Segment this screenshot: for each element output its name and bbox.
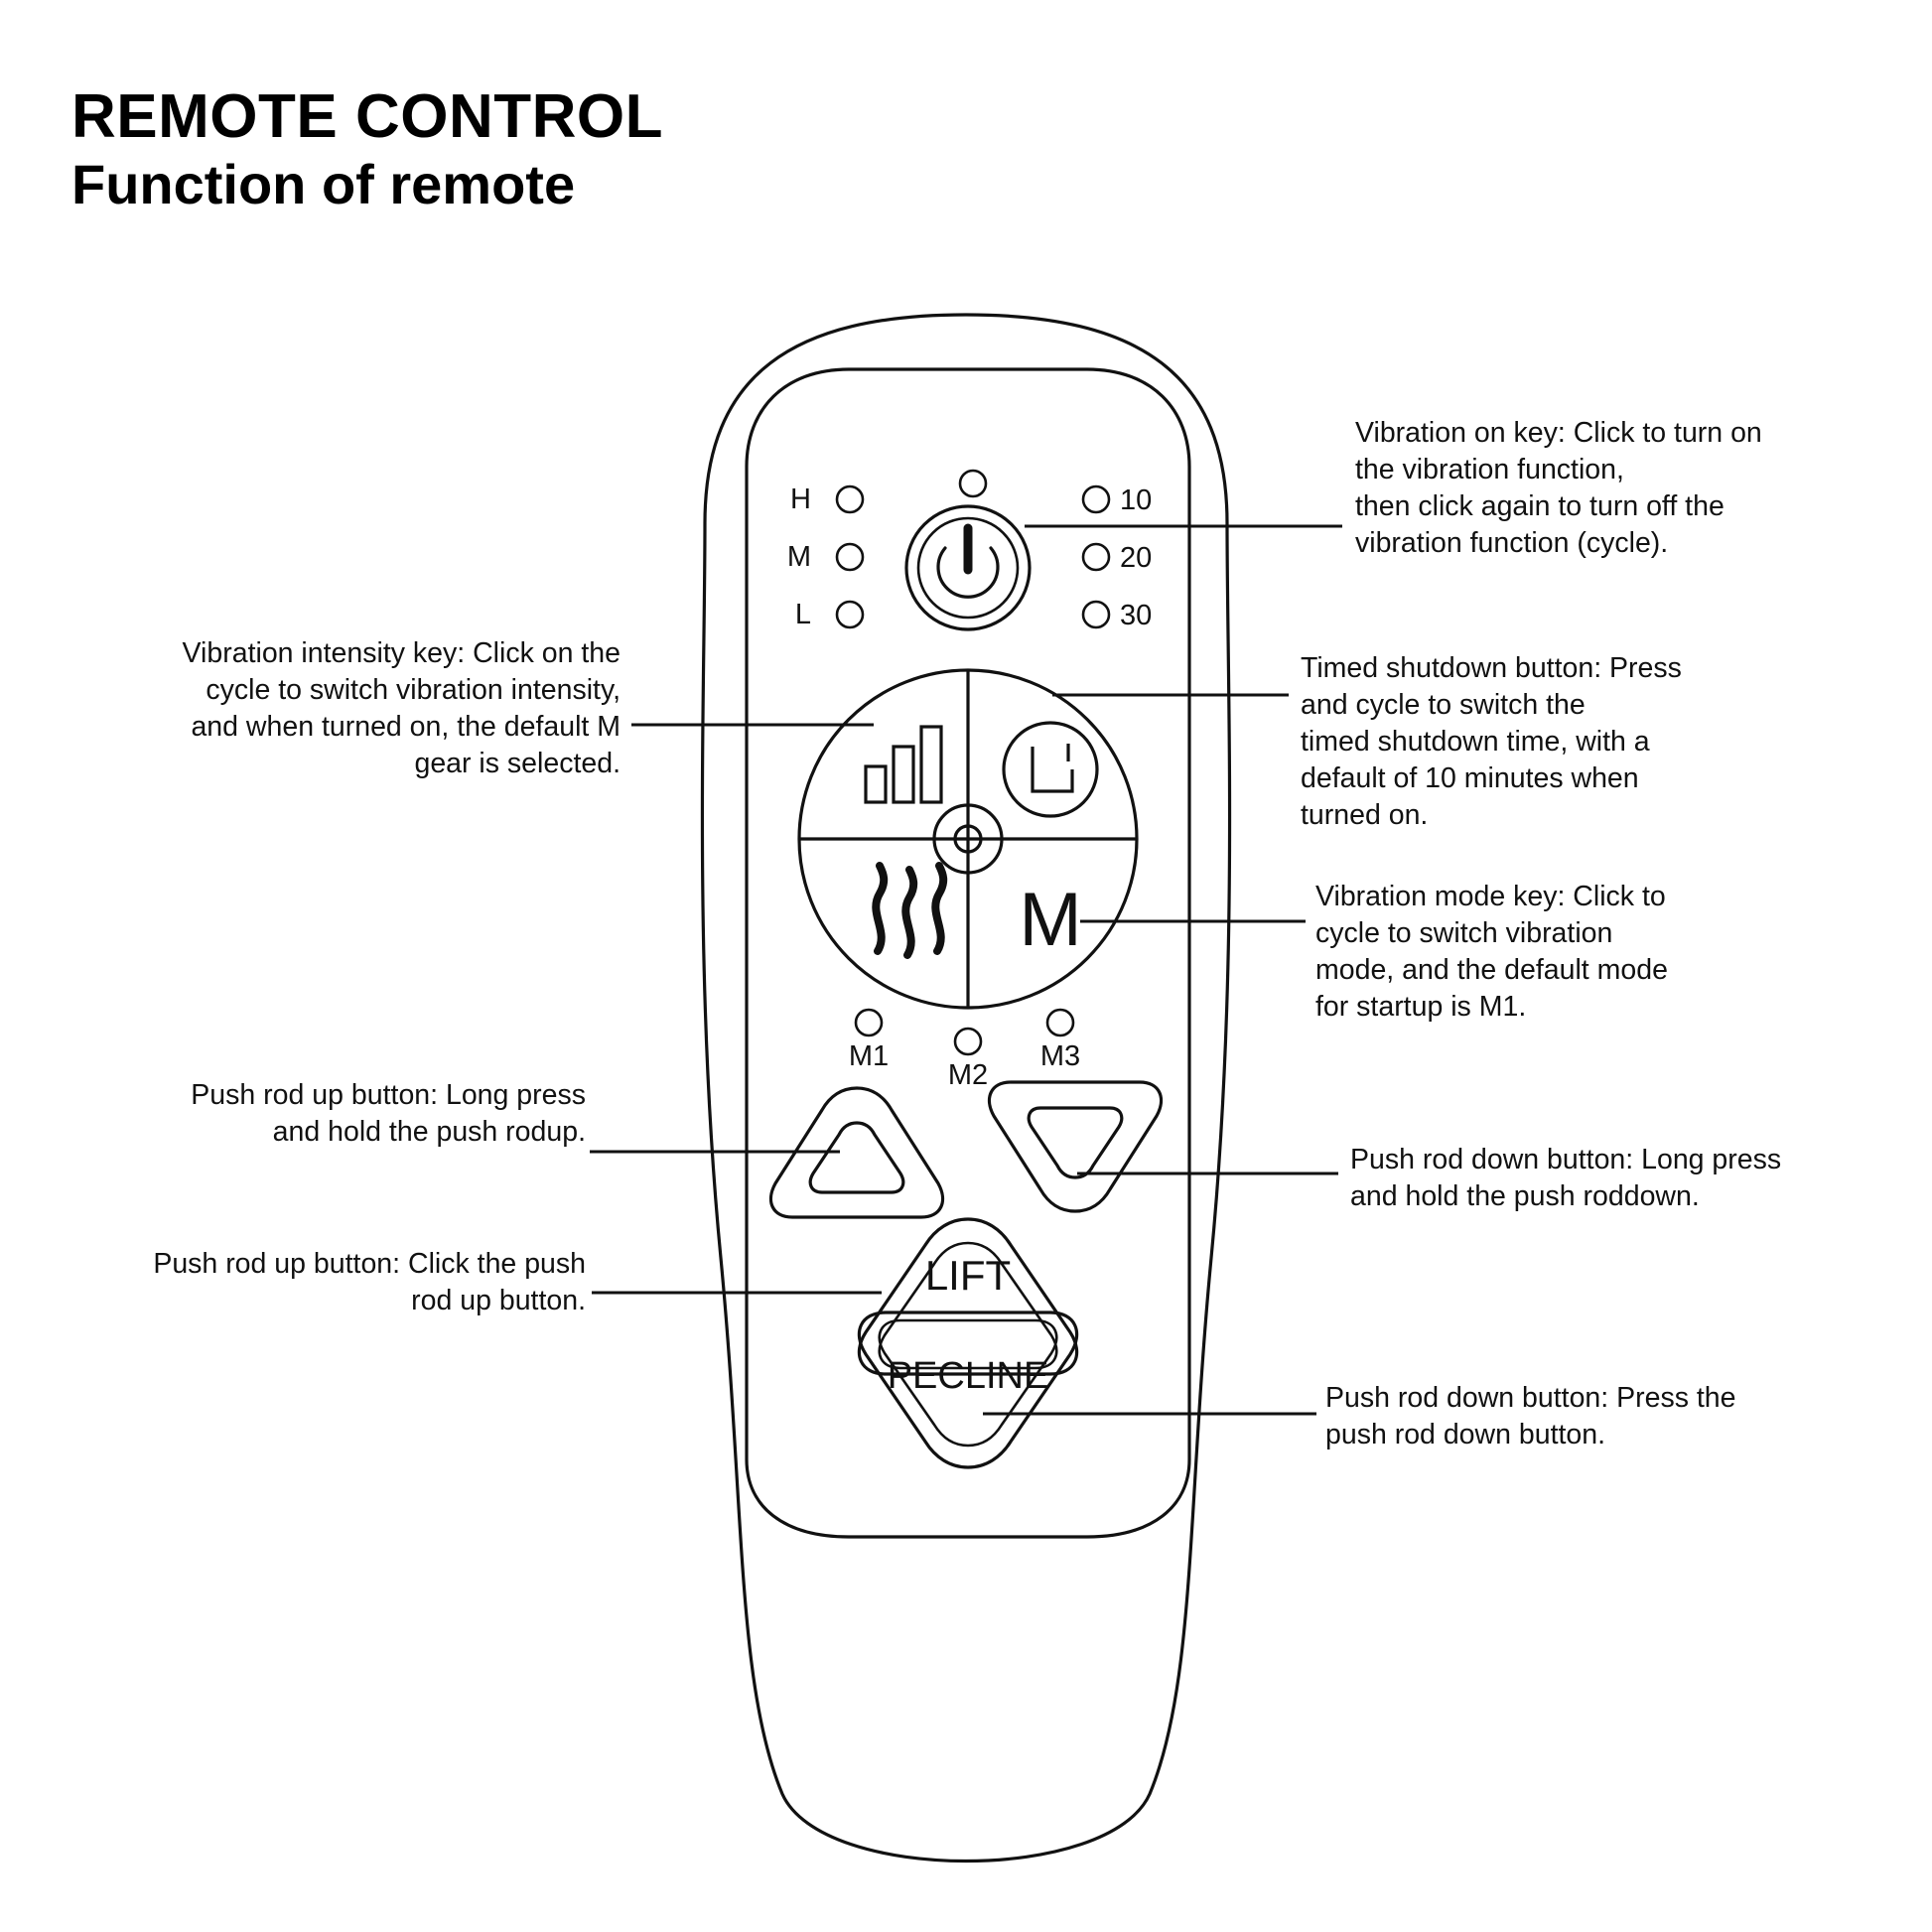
title-subtitle: Function of remote: [71, 153, 576, 216]
title-main: REMOTE CONTROL: [71, 82, 663, 151]
callout-rod-down-click-line2: push rod down button.: [1325, 1419, 1606, 1451]
lift-button[interactable]: [859, 1219, 1076, 1374]
timer-icon-circle: [1004, 723, 1097, 816]
timer-icon[interactable]: [1004, 723, 1097, 816]
callout-vibration-mode-line2: cycle to switch vibration: [1315, 917, 1613, 950]
indicator-label-M1: M1: [848, 1040, 890, 1072]
bars-icon-bar-3: [921, 727, 941, 802]
recline-button[interactable]: [859, 1312, 1076, 1467]
callout-rod-down-long-line2: and hold the push roddown.: [1350, 1180, 1700, 1213]
callout-vibration-mode-line4: for startup is M1.: [1315, 991, 1527, 1024]
callout-vibration-mode-line1: Vibration mode key: Click to: [1315, 881, 1666, 912]
power-button[interactable]: [906, 506, 1030, 629]
intensity-indicators: [787, 483, 863, 630]
power-indicator-led: [960, 471, 986, 496]
callout-vibration-intensity-line3: and when turned on, the default M: [191, 711, 621, 744]
indicator-led-L: [837, 602, 863, 627]
mode-button-label[interactable]: M: [1019, 878, 1082, 962]
indicator-label-H: H: [790, 483, 811, 515]
bars-icon-bar-2: [894, 747, 913, 802]
bars-icon-bar-1: [866, 766, 886, 802]
down-triangle-icon: [1029, 1108, 1122, 1177]
callout-rod-up-long-line2: and hold the push rodup.: [272, 1116, 586, 1149]
rod-down-button-outline[interactable]: [989, 1082, 1161, 1211]
callout-timed-shutdown-line5: turned on.: [1301, 799, 1429, 832]
power-icon: [938, 528, 998, 597]
up-triangle-icon: [810, 1123, 903, 1192]
callout-vibration-intensity-line2: cycle to switch vibration intensity,: [206, 674, 621, 707]
indicator-label-M2: M2: [947, 1059, 989, 1091]
indicator-label-M: M: [786, 541, 811, 573]
lift-button-label: LIFT: [924, 1252, 1012, 1299]
timer-icon-hands: [1033, 747, 1072, 791]
indicator-led-30: [1083, 602, 1109, 627]
indicator-label-20: 20: [1120, 542, 1153, 574]
indicator-led-M2: [955, 1029, 981, 1054]
function-pad[interactable]: [799, 670, 1137, 1008]
callout-vibration-on-line1: Vibration on key: Click to turn on: [1355, 417, 1762, 449]
callout-timed-shutdown-line1: Timed shutdown button: Press: [1301, 652, 1682, 684]
indicator-label-30: 30: [1120, 600, 1153, 631]
callout-vibration-on-line3: then click again to turn off the: [1355, 490, 1725, 523]
callout-vibration-on-line2: the vibration function,: [1355, 454, 1624, 486]
callout-timed-shutdown-line3: timed shutdown time, with a: [1301, 726, 1650, 759]
callout-timed-shutdown-line2: and cycle to switch the: [1301, 689, 1586, 722]
recline-button-label: PECLINE: [887, 1355, 1049, 1397]
indicator-led-20: [1083, 544, 1109, 570]
indicator-label-L: L: [794, 599, 811, 630]
callout-rod-down-click-line1: Push rod down button: Press the: [1325, 1382, 1736, 1414]
timer-indicators: [1083, 484, 1152, 631]
indicator-led-H: [837, 486, 863, 512]
callout-timed-shutdown-line4: default of 10 minutes when: [1301, 762, 1639, 795]
callout-vibration-intensity-line1: Vibration intensity key: Click on the: [182, 637, 621, 669]
indicator-label-10: 10: [1120, 484, 1153, 516]
indicator-led-M1: [856, 1010, 882, 1035]
mode-indicators: [849, 1010, 1080, 1091]
rod-down-button[interactable]: [989, 1082, 1161, 1211]
callout-rod-up-long-line1: Push rod up button: Long press: [191, 1079, 586, 1111]
heat-waves-icon[interactable]: [876, 866, 943, 955]
callout-rod-up-click-line1: Push rod up button: Click the push: [153, 1248, 586, 1280]
callout-vibration-on-line4: vibration function (cycle).: [1355, 527, 1669, 560]
indicator-led-10: [1083, 486, 1109, 512]
indicator-label-M3: M3: [1039, 1040, 1081, 1072]
bars-icon[interactable]: [866, 727, 941, 802]
callout-vibration-mode-line3: mode, and the default mode: [1315, 954, 1668, 987]
callout-rod-down-long-line1: Push rod down button: Long press: [1350, 1144, 1782, 1175]
callout-vibration-intensity-line4: gear is selected.: [414, 748, 621, 780]
indicator-led-M: [837, 544, 863, 570]
indicator-led-M3: [1047, 1010, 1073, 1035]
callout-rod-up-click-line2: rod up button.: [411, 1285, 586, 1317]
